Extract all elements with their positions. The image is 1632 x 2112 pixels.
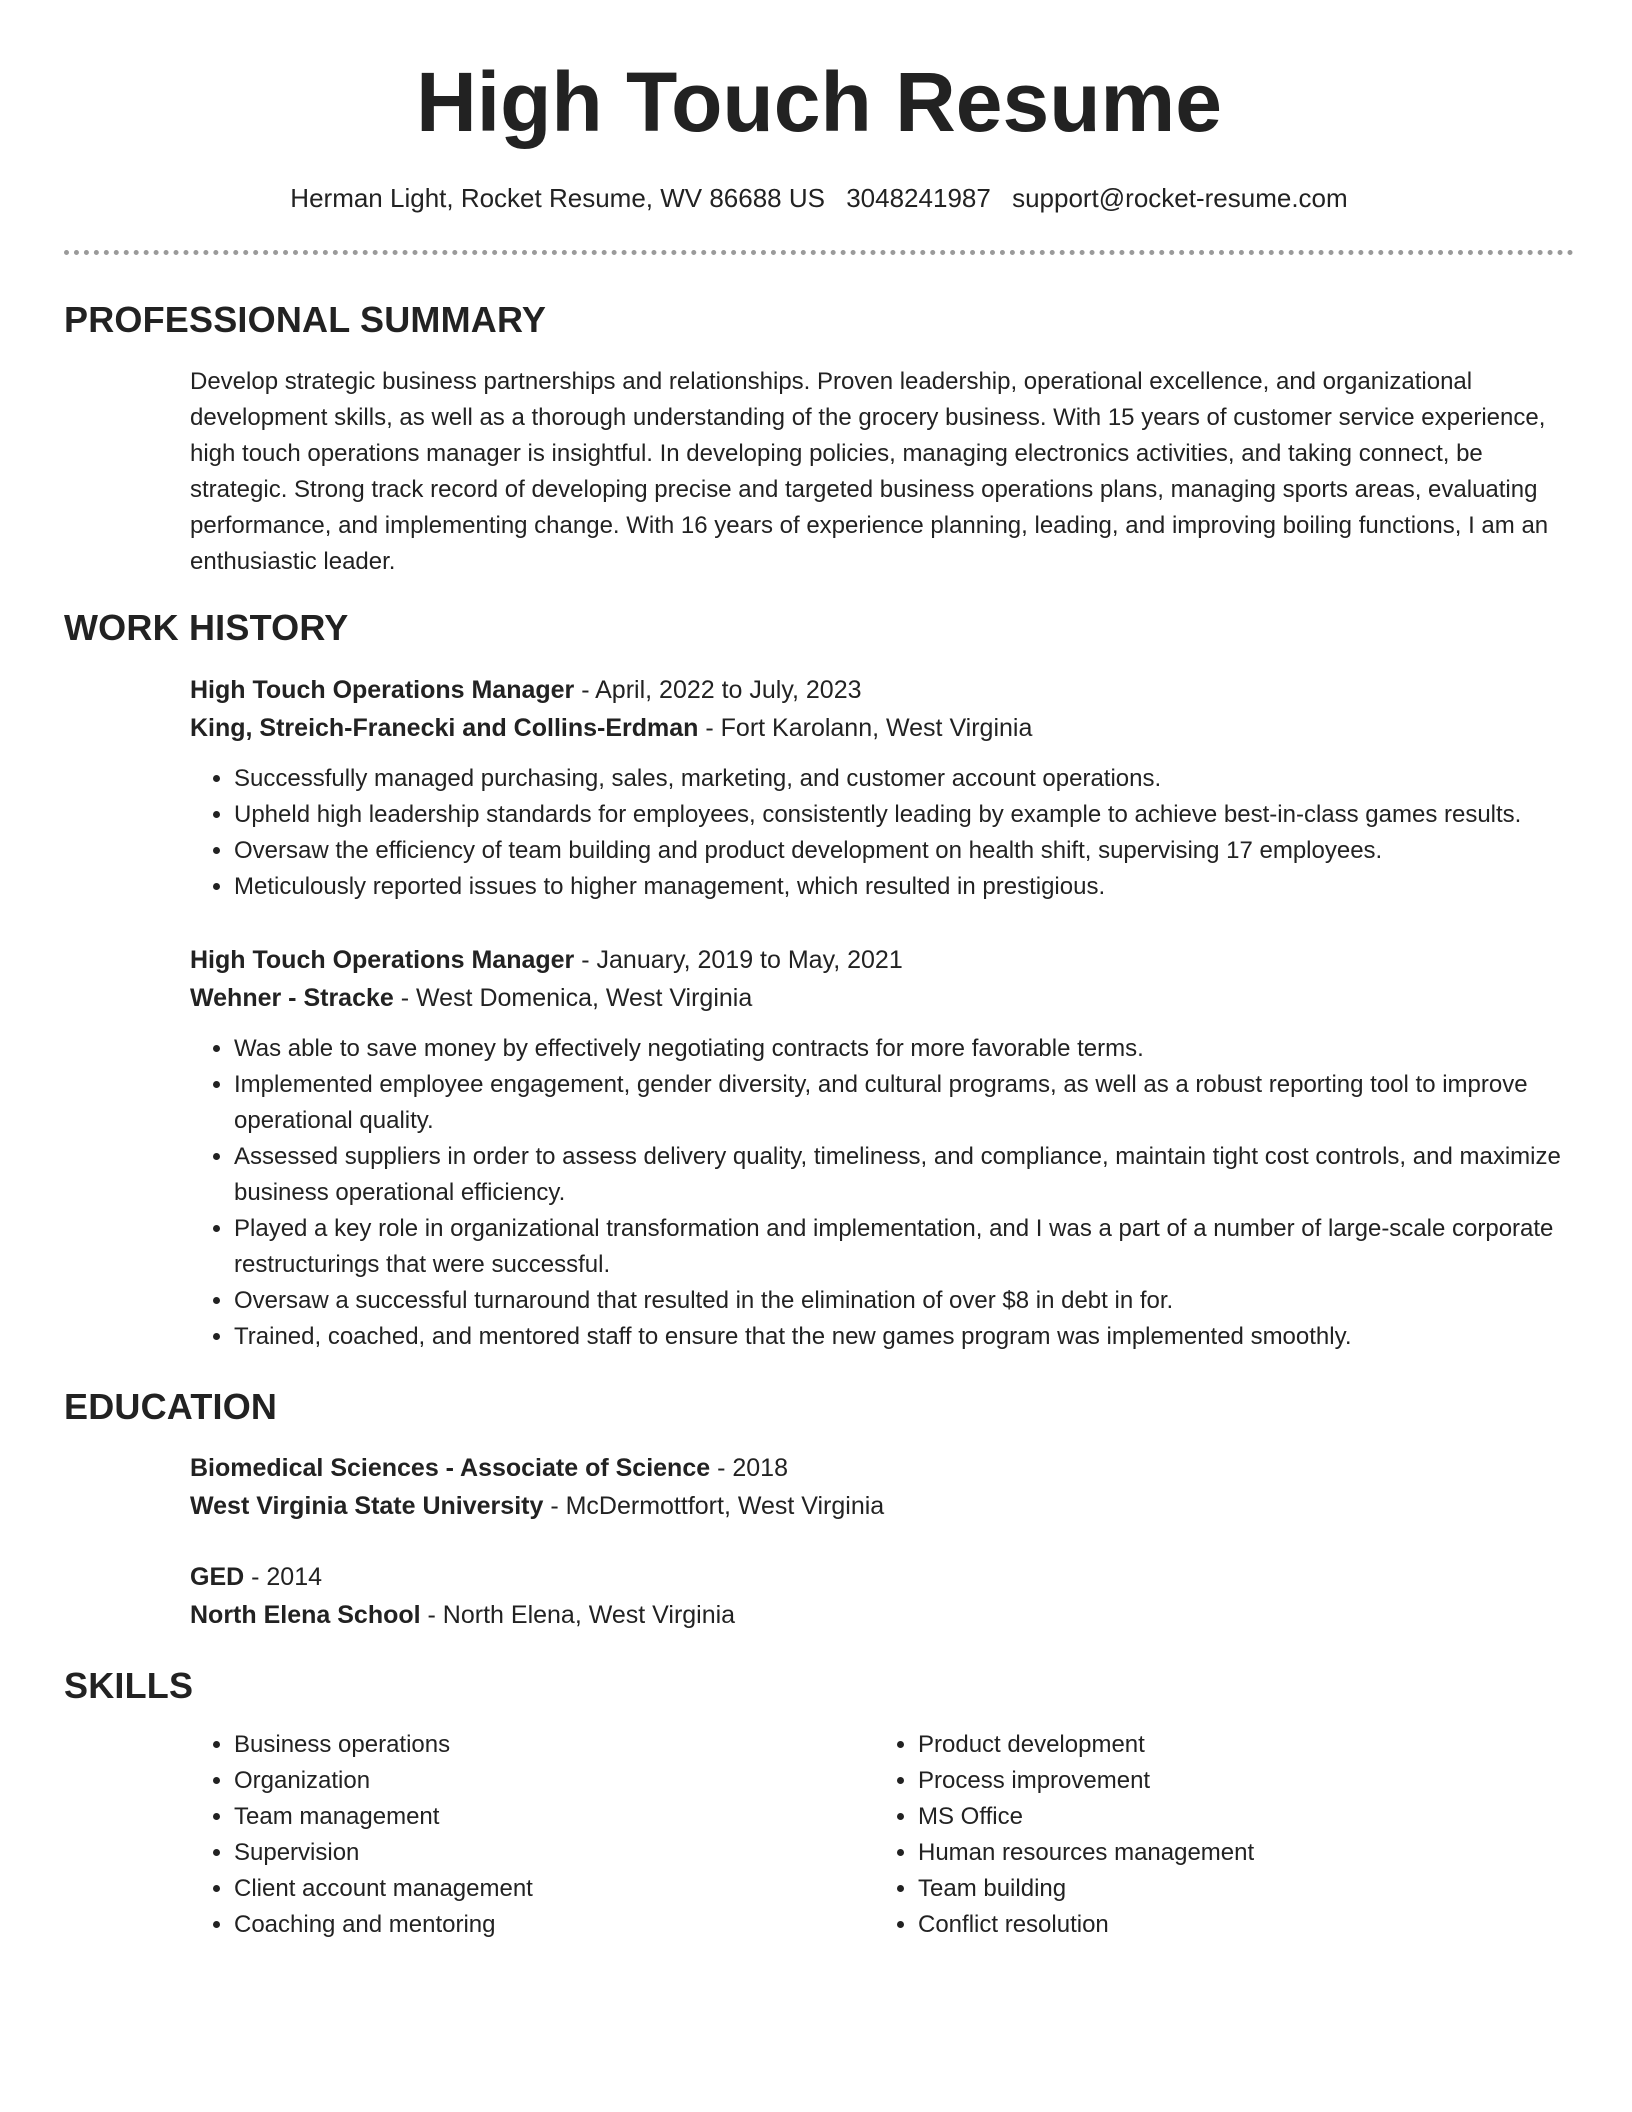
skill-item: • Team building: [918, 1871, 1558, 1907]
contact-address: Herman Light, Rocket Resume, WV 86688 US: [290, 183, 825, 213]
job-dates: - January, 2019 to May, 2021: [574, 946, 903, 974]
education-degree-line: [190, 1558, 1574, 1596]
contact-phone: 3048241987: [846, 183, 991, 213]
education-year: - 2018: [710, 1454, 788, 1482]
education-entry: [190, 1449, 1574, 1525]
job-bullet: • Played a key role in organizational transformation and implementation, and I was a part of a number of large-scale corporate restructurings that were successful.: [234, 1211, 1574, 1283]
job-bullet: • Meticulously reported issues to higher management, which resulted in prestigious.: [234, 869, 1574, 905]
education-school: North Elena School: [190, 1601, 421, 1629]
job-entry: [190, 941, 1574, 1355]
skill-item: • Supervision: [234, 1835, 874, 1871]
summary-text: Develop strategic business partnerships and relationships. Proven leadership, operational excellence, and organizational development skills, as well as a thorough understanding of the grocery business. With 15 years of customer service experience, high touch operations manager is insightful. In developing policies, managing electronics activities, and taking connect, be strategic. Strong track record of developing precise and targeted business operations plans, managing sports areas, evaluating performance, and implementing change. With 16 years of experience planning, leading, and improving boiling functions, I am an enthusiastic leader.: [190, 368, 1549, 575]
education-entry: [190, 1558, 1574, 1634]
job-company: Wehner - Stracke: [190, 984, 394, 1012]
job-bullet: • Upheld high leadership standards for employees, consistently leading by example to achieve best-in-class games results.: [234, 797, 1574, 833]
job-title: High Touch Operations Manager: [190, 946, 575, 974]
resume-title: High Touch Resume: [416, 55, 1222, 149]
skills-column-left: [190, 1727, 874, 1943]
header-divider: [64, 250, 1574, 255]
education-school-line: [190, 1487, 1574, 1525]
job-bullets: [190, 761, 1574, 905]
summary-section: [190, 364, 1574, 580]
skill-item: • Human resources management: [918, 1835, 1558, 1871]
job-location: - Fort Karolann, West Virginia: [698, 714, 1033, 742]
skill-item: • MS Office: [918, 1799, 1558, 1835]
job-bullet: • Implemented employee engagement, gender diversity, and cultural programs, as well as a robust reporting tool to improve operational quality.: [234, 1067, 1574, 1139]
contact-line: [64, 178, 1574, 218]
skills-heading: SKILLS: [64, 1665, 194, 1706]
job-location: - West Domenica, West Virginia: [393, 984, 753, 1012]
skill-item: • Product development: [918, 1727, 1558, 1763]
education-degree: GED: [190, 1563, 245, 1591]
education-location: - North Elena, West Virginia: [420, 1601, 736, 1629]
skill-item: • Business operations: [234, 1727, 874, 1763]
education-year: - 2014: [244, 1563, 323, 1591]
skill-item: • Coaching and mentoring: [234, 1907, 874, 1943]
job-bullet: • Assessed suppliers in order to assess delivery quality, timeliness, and compliance, maintain tight cost controls, and maximize business operational efficiency.: [234, 1139, 1574, 1211]
job-company-line: [190, 709, 1574, 747]
job-title: High Touch Operations Manager: [190, 676, 575, 704]
job-bullet: • Was able to save money by effectively negotiating contracts for more favorable terms.: [234, 1031, 1574, 1067]
skill-item: • Conflict resolution: [918, 1907, 1558, 1943]
summary-heading: PROFESSIONAL SUMMARY: [64, 299, 547, 340]
job-title-line: [190, 941, 1574, 979]
skill-item: • Team management: [234, 1799, 874, 1835]
education-school-line: [190, 1596, 1574, 1634]
job-company: King, Streich-Franecki and Collins-Erdman: [190, 714, 699, 742]
skill-item: • Client account management: [234, 1871, 874, 1907]
contact-email: support@rocket-resume.com: [1012, 183, 1348, 213]
job-company-line: [190, 979, 1574, 1017]
job-bullets: [190, 1031, 1574, 1355]
work-history-heading: WORK HISTORY: [64, 607, 349, 648]
skills-list: [190, 1727, 1574, 1943]
education-school: West Virginia State University: [190, 1492, 544, 1520]
job-entry: [190, 671, 1574, 905]
skill-item: • Process improvement: [918, 1763, 1558, 1799]
job-bullet: • Oversaw the efficiency of team building and product development on health shift, supervising 17 employees.: [234, 833, 1574, 869]
education-location: - McDermottfort, West Virginia: [543, 1492, 885, 1520]
job-bullet: • Trained, coached, and mentored staff to ensure that the new games program was implemented smoothly.: [234, 1319, 1574, 1355]
skills-column-right: [874, 1727, 1558, 1943]
job-title-line: [190, 671, 1574, 709]
education-heading: EDUCATION: [64, 1386, 278, 1427]
job-bullet: • Successfully managed purchasing, sales, marketing, and customer account operations.: [234, 761, 1574, 797]
education-degree-line: [190, 1449, 1574, 1487]
education-degree: Biomedical Sciences - Associate of Science: [190, 1454, 711, 1482]
job-dates: - April, 2022 to July, 2023: [574, 676, 862, 704]
job-bullet: • Oversaw a successful turnaround that resulted in the elimination of over $8 in debt in for.: [234, 1283, 1574, 1319]
skill-item: • Organization: [234, 1763, 874, 1799]
